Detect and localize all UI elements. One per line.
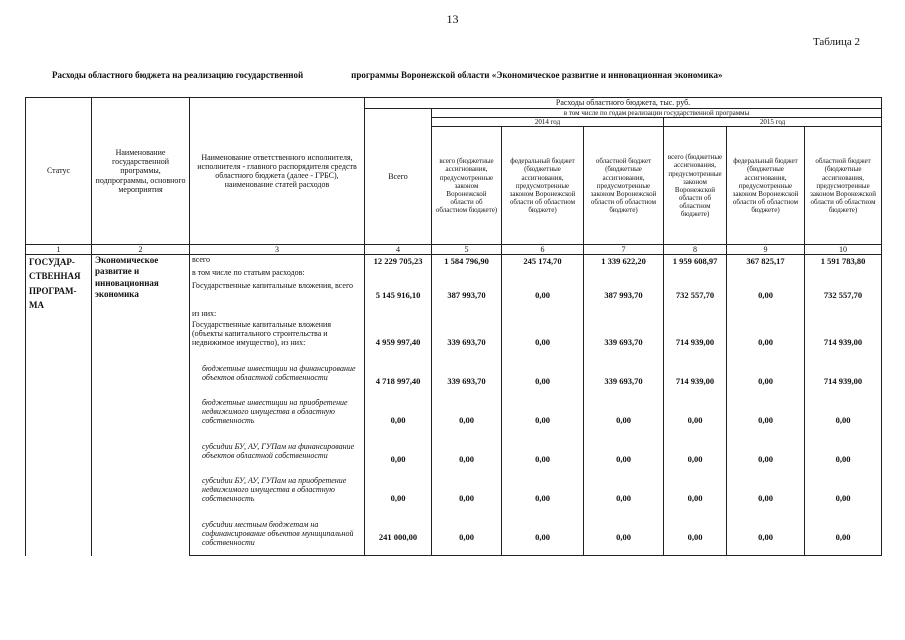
column-number: 10: [805, 245, 882, 255]
column-number: 7: [584, 245, 664, 255]
header-2015-regional: областной бюджет (бюджетные ассигнования, предусмотренные законом Воронежской области об областном бюджете): [805, 127, 882, 245]
value-cell: [365, 268, 432, 281]
column-number: 3: [190, 245, 365, 255]
value-cell: 0,00: [805, 520, 882, 556]
status-cell: ГОСУДАР-СТВЕННАЯ ПРОГРАМ-МА: [26, 255, 92, 556]
value-cell: 0,00: [664, 520, 727, 556]
column-number: 6: [502, 245, 584, 255]
header-program-name: Наименование государственной программы, подпрограммы, основного мероприятия: [92, 98, 190, 245]
value-cell: 714 939,00: [664, 320, 727, 364]
column-number: 5: [432, 245, 502, 255]
table-label: Таблица 2: [812, 36, 860, 48]
value-cell: 4 959 997,40: [365, 320, 432, 364]
document-title: [52, 70, 723, 80]
value-cell: 0,00: [432, 398, 502, 442]
value-cell: 0,00: [584, 520, 664, 556]
value-cell: 0,00: [805, 442, 882, 476]
value-cell: 1 591 783,80: [805, 255, 882, 268]
value-cell: [727, 309, 805, 320]
row-label: бюджетные инвестиции на приобретение недвижимого имущества в областную собственность: [190, 398, 365, 442]
value-cell: 1 584 796,90: [432, 255, 502, 268]
row-label: в том числе по статьям расходов:: [190, 268, 365, 281]
row-label: субсидии местным бюджетам на софинансирование объектов муниципальной собственности: [190, 520, 365, 556]
row-label: Государственные капитальные вложения, всего: [190, 281, 365, 309]
value-cell: 0,00: [805, 476, 882, 520]
value-cell: 339 693,70: [432, 364, 502, 398]
value-cell: 0,00: [584, 442, 664, 476]
column-numbers-row: [26, 245, 882, 255]
value-cell: 12 229 705,23: [365, 255, 432, 268]
value-cell: 4 718 997,40: [365, 364, 432, 398]
value-cell: [584, 309, 664, 320]
value-cell: 732 557,70: [805, 281, 882, 309]
column-number: 4: [365, 245, 432, 255]
header-year-2015: 2015 год: [664, 118, 882, 127]
value-cell: 0,00: [365, 442, 432, 476]
page-number: 13: [446, 12, 459, 26]
value-cell: 0,00: [727, 320, 805, 364]
value-cell: 0,00: [727, 398, 805, 442]
value-cell: [365, 309, 432, 320]
value-cell: 0,00: [584, 398, 664, 442]
header-year-2014: 2014 год: [432, 118, 664, 127]
value-cell: 245 174,70: [502, 255, 584, 268]
value-cell: [432, 309, 502, 320]
value-cell: [664, 309, 727, 320]
value-cell: 0,00: [727, 442, 805, 476]
value-cell: 0,00: [502, 476, 584, 520]
value-cell: [727, 268, 805, 281]
row-label: Государственные капитальные вложения (объекты капитального строительства и недвижимое имущество), из них:: [190, 320, 365, 364]
row-label: всего: [190, 255, 365, 268]
value-cell: 0,00: [432, 476, 502, 520]
title-part-2: программы Воронежской области «Экономическое развитие и инновационная экономика»: [351, 70, 723, 80]
value-cell: 0,00: [432, 520, 502, 556]
value-cell: 0,00: [727, 476, 805, 520]
value-cell: 0,00: [727, 364, 805, 398]
header-expenses-group: Расходы областного бюджета, тыс. руб.: [365, 98, 882, 109]
title-part-1: Расходы областного бюджета на реализацию государственной: [52, 70, 304, 80]
value-cell: 0,00: [727, 281, 805, 309]
value-cell: 1 339 622,20: [584, 255, 664, 268]
header-2015-federal: федеральный бюджет (бюджетные ассигнования, предусмотренные законом Воронежской области об областном бюджете): [727, 127, 805, 245]
value-cell: 714 939,00: [805, 364, 882, 398]
value-cell: 0,00: [664, 476, 727, 520]
column-number: 8: [664, 245, 727, 255]
header-2014-regional: областной бюджет (бюджетные ассигнования, предусмотренные законом Воронежской области об областном бюджете): [584, 127, 664, 245]
value-cell: [805, 268, 882, 281]
value-cell: 339 693,70: [432, 320, 502, 364]
value-cell: 714 939,00: [664, 364, 727, 398]
value-cell: [502, 309, 584, 320]
table-row: [26, 255, 882, 268]
value-cell: 1 959 608,97: [664, 255, 727, 268]
value-cell: 732 557,70: [664, 281, 727, 309]
value-cell: 714 939,00: [805, 320, 882, 364]
column-number: 9: [727, 245, 805, 255]
table-header: [26, 98, 882, 255]
header-2014-federal: федеральный бюджет (бюджетные ассигнования, предусмотренные законом Воронежской области об областном бюджете): [502, 127, 584, 245]
column-number: 2: [92, 245, 190, 255]
header-status: Статус: [26, 98, 92, 245]
table-body: [26, 255, 882, 556]
value-cell: 0,00: [805, 398, 882, 442]
value-cell: 367 825,17: [727, 255, 805, 268]
value-cell: [584, 268, 664, 281]
header-total: Всего: [365, 109, 432, 245]
row-label: субсидии БУ, АУ, ГУПам на финансирование объектов областной собственности: [190, 442, 365, 476]
row-label: субсидии БУ, АУ, ГУПам на приобретение недвижимого имущества в областную собственность: [190, 476, 365, 520]
row-label: бюджетные инвестиции на финансирование объектов областной собственности: [190, 364, 365, 398]
value-cell: 0,00: [502, 398, 584, 442]
value-cell: 0,00: [502, 281, 584, 309]
value-cell: 0,00: [584, 476, 664, 520]
value-cell: 0,00: [365, 398, 432, 442]
row-label: из них:: [190, 309, 365, 320]
value-cell: 339 693,70: [584, 364, 664, 398]
program-name-cell: Экономическое развитие и инновационная экономика: [92, 255, 190, 556]
value-cell: 0,00: [664, 398, 727, 442]
column-number: 1: [26, 245, 92, 255]
value-cell: 0,00: [664, 442, 727, 476]
value-cell: 339 693,70: [584, 320, 664, 364]
value-cell: 0,00: [502, 320, 584, 364]
header-by-years: в том числе по годам реализации государственной программы: [432, 109, 882, 118]
value-cell: [805, 309, 882, 320]
header-2014-all-budget: всего (бюджетные ассигнования, предусмотренные законом Воронежской области об областном бюджете): [432, 127, 502, 245]
value-cell: 0,00: [432, 442, 502, 476]
budget-table: [25, 97, 882, 556]
value-cell: [664, 268, 727, 281]
value-cell: 387 993,70: [584, 281, 664, 309]
value-cell: 241 000,00: [365, 520, 432, 556]
value-cell: [432, 268, 502, 281]
value-cell: 387 993,70: [432, 281, 502, 309]
value-cell: [502, 268, 584, 281]
value-cell: 0,00: [365, 476, 432, 520]
value-cell: 5 145 916,10: [365, 281, 432, 309]
value-cell: 0,00: [502, 520, 584, 556]
value-cell: 0,00: [502, 442, 584, 476]
value-cell: 0,00: [502, 364, 584, 398]
value-cell: 0,00: [727, 520, 805, 556]
header-2015-all-budget: всего (бюджетные ассигнования, предусмотренные законом Воронежской области об областном бюджете): [664, 127, 727, 245]
header-executor: Наименование ответственного исполнителя, исполнителя - главного распорядителя средств областного бюджета (далее - ГРБС), наименование статей расходов: [190, 98, 365, 245]
